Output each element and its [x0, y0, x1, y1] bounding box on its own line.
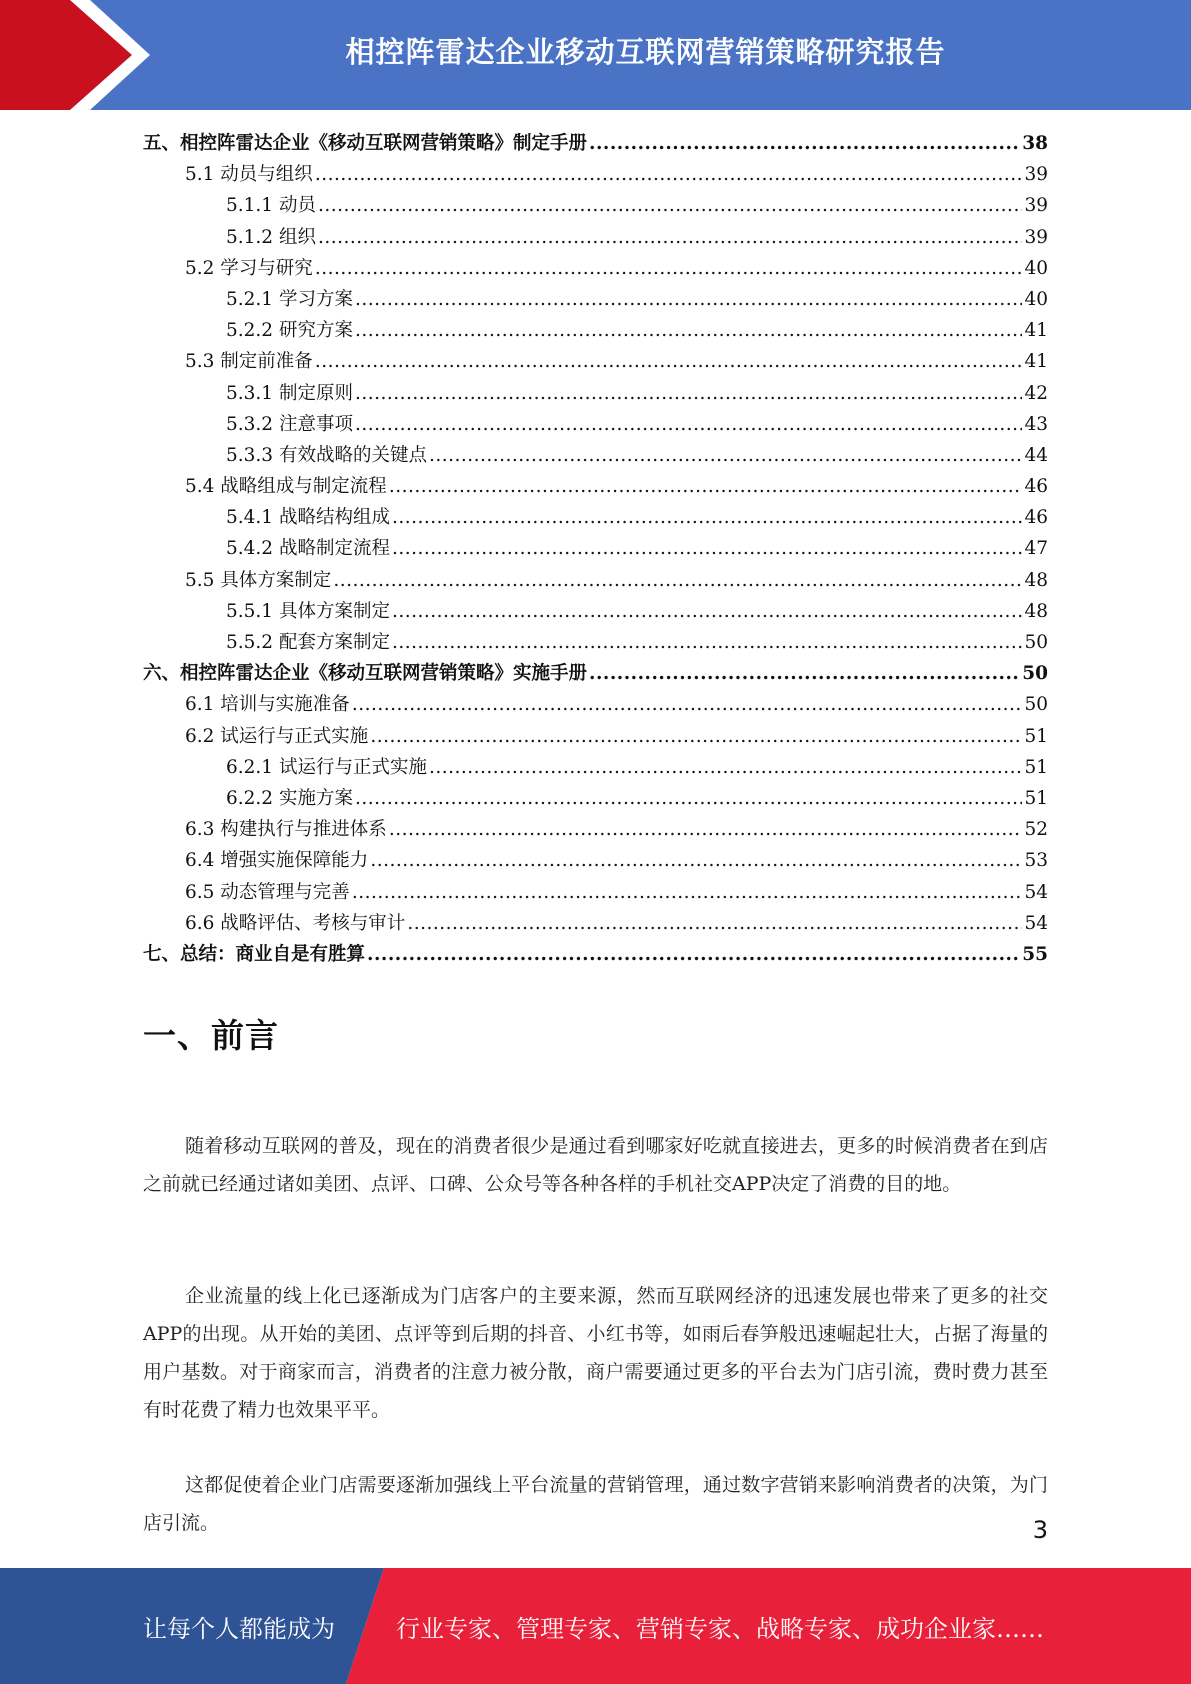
toc-entry-page: 51: [1024, 725, 1048, 747]
toc-entry-page: 40: [1024, 257, 1048, 279]
toc-dot-leader: [355, 409, 1023, 440]
footer-banner: [0, 1568, 1191, 1684]
toc-dot-leader: [389, 471, 1023, 502]
section-heading: 一、前言: [143, 1016, 279, 1055]
toc-entry-page: 46: [1024, 476, 1048, 498]
toc-dot-leader: [355, 378, 1023, 409]
toc-entry[interactable]: [143, 565, 1048, 596]
toc-entry-label: 6.3 构建执行与推进体系: [185, 819, 387, 841]
toc-entry-label: 5.3.3 有效战略的关键点: [226, 444, 427, 466]
toc-dot-leader: [589, 128, 1020, 159]
toc-entry[interactable]: [143, 658, 1048, 689]
toc-entry[interactable]: [143, 346, 1048, 377]
toc-entry-label: 5.5 具体方案制定: [185, 569, 332, 591]
toc-dot-leader: [392, 627, 1022, 658]
toc-entry[interactable]: [143, 409, 1048, 440]
toc-entry[interactable]: [143, 284, 1048, 315]
toc-entry[interactable]: [143, 440, 1048, 471]
footer-slogan-left: 让每个人都能成为: [143, 1614, 335, 1643]
toc-entry-label: 6.6 战略评估、考核与审计: [185, 912, 406, 934]
footer-slogan-right: 行业专家、管理专家、营销专家、战略专家、成功企业家……: [396, 1614, 1044, 1643]
toc-entry[interactable]: [143, 721, 1048, 752]
toc-entry-label: 5.1 动员与组织: [185, 164, 313, 186]
toc-dot-leader: [392, 596, 1022, 627]
body-paragraph: 企业流量的线上化已逐渐成为门店客户的主要来源，然而互联网经济的迅速发展也带来了更多的社交APP的出现。从开始的美团、点评等到后期的抖音、小红书等，如雨后春笋般迅速崛起壮大，占据了海量的用户基数。对于商家而言，消费者的注意力被分散，商户需要通过更多的平台去为门店引流，费时费力甚至有时花费了精力也效果平平。: [143, 1285, 1048, 1421]
toc-dot-leader: [389, 814, 1023, 845]
toc-entry-label: 5.2.2 研究方案: [226, 320, 353, 342]
toc-dot-leader: [333, 565, 1022, 596]
toc-entry-page: 52: [1024, 819, 1048, 841]
toc-dot-leader: [392, 502, 1022, 533]
toc-entry-page: 39: [1024, 226, 1048, 248]
toc-dot-leader: [352, 877, 1023, 908]
toc-entry[interactable]: [143, 315, 1048, 346]
toc-entry-page: 50: [1024, 632, 1048, 653]
toc-entry-label: 6.2.1 试运行与正式实施: [226, 756, 427, 778]
toc-dot-leader: [407, 908, 1022, 939]
table-of-contents: [143, 128, 1048, 970]
toc-entry-page: 51: [1024, 756, 1048, 778]
report-title: 相控阵雷达企业移动互联网营销策略研究报告: [345, 34, 946, 69]
toc-dot-leader: [589, 658, 1020, 689]
toc-dot-leader: [370, 845, 1022, 876]
toc-dot-leader: [355, 284, 1023, 315]
toc-entry-page: 53: [1024, 850, 1048, 872]
toc-entry[interactable]: [143, 159, 1048, 190]
toc-entry-label: 5.3.1 制定原则: [226, 382, 353, 404]
toc-entry[interactable]: [143, 627, 1048, 658]
toc-dot-leader: [367, 939, 1020, 970]
toc-entry[interactable]: [143, 596, 1048, 627]
toc-entry-page: 44: [1024, 444, 1048, 466]
toc-entry-page: 39: [1024, 164, 1048, 186]
toc-entry-label: 5.4.2 战略制定流程: [226, 538, 390, 560]
toc-dot-leader: [352, 689, 1023, 720]
toc-entry[interactable]: [143, 190, 1048, 221]
toc-entry-label: 6.1 培训与实施准备: [185, 694, 350, 716]
toc-entry-label: 五、相控阵雷达企业《移动互联网营销策略》制定手册: [143, 133, 588, 154]
toc-entry-label: 5.3 制定前准备: [185, 351, 313, 373]
toc-dot-leader: [315, 346, 1023, 377]
body-paragraph: 随着移动互联网的普及，现在的消费者很少是通过看到哪家好吃就直接进去，更多的时候消费者在到店之前就已经通过诸如美团、点评、口碑、公众号等各种各样的手机社交APP决定了消费的目的地。: [143, 1135, 1048, 1195]
toc-dot-leader: [429, 752, 1022, 783]
toc-dot-leader: [355, 315, 1023, 346]
toc-entry[interactable]: [143, 253, 1048, 284]
toc-entry-label: 6.2 试运行与正式实施: [185, 725, 369, 747]
toc-entry-page: 38: [1022, 133, 1048, 154]
toc-entry[interactable]: [143, 128, 1048, 159]
toc-entry-page: 48: [1024, 569, 1048, 591]
toc-entry[interactable]: [143, 502, 1048, 533]
toc-entry[interactable]: [143, 939, 1048, 970]
toc-entry-label: 5.3.2 注意事项: [226, 413, 353, 435]
toc-entry-page: 48: [1024, 600, 1048, 622]
toc-entry-label: 七、总结：商业自是有胜算: [143, 943, 366, 965]
toc-entry-page: 50: [1024, 694, 1048, 716]
toc-entry-label: 六、相控阵雷达企业《移动互联网营销策略》实施手册: [143, 663, 588, 685]
toc-dot-leader: [315, 159, 1023, 190]
toc-entry-label: 6.5 动态管理与完善: [185, 881, 350, 903]
body-paragraph: 这都促使着企业门店需要逐渐加强线上平台流量的营销管理，通过数字营销来影响消费者的决策，为门店引流。: [143, 1474, 1048, 1534]
toc-dot-leader: [318, 190, 1023, 221]
toc-entry[interactable]: [143, 845, 1048, 876]
toc-entry-page: 54: [1024, 912, 1048, 934]
toc-entry-label: 5.5.1 具体方案制定: [226, 600, 390, 622]
toc-entry-page: 51: [1024, 787, 1048, 809]
toc-entry-page: 41: [1024, 320, 1048, 342]
toc-entry[interactable]: [143, 877, 1048, 908]
toc-dot-leader: [318, 222, 1023, 253]
toc-entry-label: 6.4 增强实施保障能力: [185, 850, 369, 872]
toc-entry-page: 47: [1024, 538, 1048, 560]
toc-entry-page: 43: [1024, 413, 1048, 435]
toc-entry-label: 5.1.1 动员: [226, 195, 316, 217]
toc-entry-label: 5.4.1 战略结构组成: [226, 507, 390, 529]
toc-entry[interactable]: [143, 689, 1048, 720]
toc-entry-page: 42: [1024, 382, 1048, 404]
toc-dot-leader: [429, 440, 1022, 471]
page-number: 3: [1032, 1516, 1048, 1544]
toc-entry[interactable]: [143, 378, 1048, 409]
toc-entry[interactable]: [143, 471, 1048, 502]
toc-entry-page: 39: [1024, 195, 1048, 217]
toc-entry-label: 5.2.1 学习方案: [226, 288, 353, 310]
toc-entry-label: 5.4 战略组成与制定流程: [185, 476, 387, 498]
toc-dot-leader: [370, 721, 1022, 752]
report-header: [0, 0, 1191, 110]
toc-entry-label: 5.2 学习与研究: [185, 257, 313, 279]
toc-entry-page: 54: [1024, 881, 1048, 903]
toc-dot-leader: [315, 253, 1023, 284]
toc-entry-label: 6.2.2 实施方案: [226, 787, 353, 809]
toc-entry[interactable]: [143, 814, 1048, 845]
toc-entry-label: 5.1.2 组织: [226, 226, 316, 248]
toc-entry[interactable]: [143, 533, 1048, 564]
toc-entry[interactable]: [143, 222, 1048, 253]
toc-dot-leader: [355, 783, 1023, 814]
toc-entry-page: 55: [1022, 943, 1048, 965]
toc-entry-page: 50: [1022, 663, 1048, 685]
toc-entry-page: 40: [1024, 288, 1048, 310]
toc-entry[interactable]: [143, 783, 1048, 814]
toc-entry[interactable]: [143, 752, 1048, 783]
toc-entry[interactable]: [143, 908, 1048, 939]
toc-dot-leader: [392, 533, 1022, 564]
toc-entry-label: 5.5.2 配套方案制定: [226, 632, 390, 653]
toc-entry-page: 41: [1024, 351, 1048, 373]
header-arrow-decoration: [0, 0, 160, 110]
toc-entry-page: 46: [1024, 507, 1048, 529]
